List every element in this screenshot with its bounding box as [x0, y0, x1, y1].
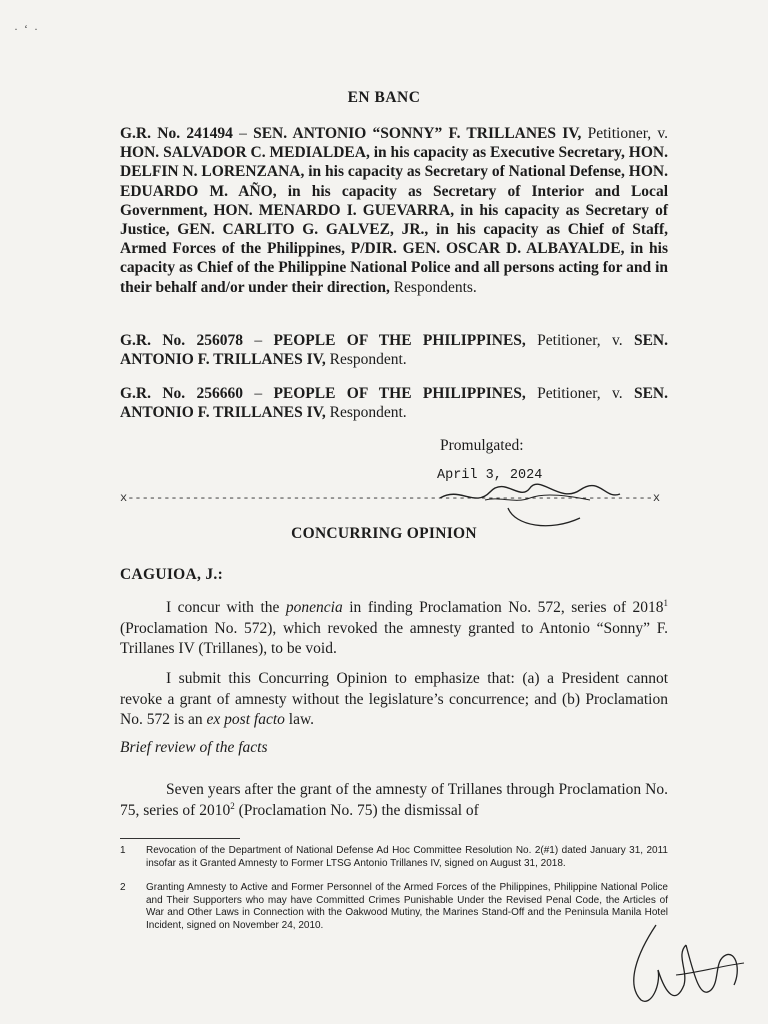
case-caption-3: G.R. No. 256660 – PEOPLE OF THE PHILIPPINES, Petitioner, v. SEN. ANTONIO F. TRILLANES IV, Respondent. — [120, 385, 668, 422]
italic-term: ex post facto — [206, 711, 285, 728]
footnote-text: Granting Amnesty to Active and Former Personnel of the Armed Forces of the Philippines, Philippine National Police and Their Supporters who may have Committed Crimes Punishable Under the Revised Penal Code, the Articles of War and Other Laws in Connection with the Oakwood Mutiny, the Marines Stand-Off and the Peninsula Manila Hotel Incident, signed on November 24, 2010. — [146, 882, 668, 931]
initials-signature — [616, 915, 756, 1015]
footnote-number: 2 — [120, 882, 126, 893]
respondent-name: SEN. ANTONIO F. TRILLANES IV, — [120, 332, 668, 369]
footnote-ref-2: 2 — [230, 800, 235, 811]
footnote-ref-1: 1 — [663, 597, 669, 608]
case-number: G.R. No. 256660 — [120, 385, 243, 402]
footnote-rule — [120, 838, 240, 839]
respondents-names: HON. SALVADOR C. MEDIALDEA, in his capacity as Executive Secretary, HON. DELFIN N. LORENZANA, in his capacity as Secretary of National Defense, HON. EDUARDO M. AÑO, in his capacity as Secretary of Interior and Local Government, HON. MENARDO I. GUEVARRA, in his capacity as Secretary of Justice, GEN. CARLITO G. GALVEZ, JR., in his capacity as Chief of Staff, Armed Forces of the Philippines, P/DIR. GEN. OSCAR D. ALBAYALDE, in his capacity as Chief of the Philippine National Police and all persons acting for and in their behalf and/or under their direction, — [120, 144, 668, 296]
section-subheading: Brief review of the facts — [120, 739, 268, 756]
petitioner-label: Petitioner, v. — [537, 332, 623, 349]
text-run: in finding Proclamation No. 572, series of 2018 — [342, 599, 664, 616]
respondent-name: SEN. ANTONIO F. TRILLANES IV, — [120, 385, 668, 422]
text-run: Seven years after the grant of the amnesty of Trillanes through Proclamation No. 75, series of 2010 — [120, 781, 668, 819]
text-run: (Proclamation No. 572), which revoked the amnesty granted to Antonio “Sonny” F. Trillanes IV (Trillanes), to be void. — [120, 619, 668, 657]
paragraph-1 — [120, 598, 668, 660]
scan-specks: ·‘· — [14, 22, 44, 36]
petitioner-name: SEN. ANTONIO “SONNY” F. TRILLANES IV, — [253, 125, 582, 142]
text-run: law. — [284, 711, 315, 728]
petitioner-label: Petitioner, v. — [537, 385, 623, 402]
respondent-label: Respondent. — [329, 404, 407, 422]
paragraph-2 — [120, 669, 668, 731]
respondent-label: Respondent. — [329, 351, 407, 369]
text-run: I concur with the — [166, 599, 286, 616]
opinion-title: CONCURRING OPINION — [291, 525, 477, 542]
case-number: G.R. No. 256078 — [120, 332, 243, 349]
petitioner-label: Petitioner, v. — [587, 125, 669, 142]
text-run: I submit this Concurring Opinion to emphasize that: (a) a President cannot revoke a grant of amnesty without the legislature’s concurrence; and (b) Proclamation No. 572 is an — [120, 670, 668, 728]
paragraph-3 — [120, 780, 668, 821]
text-run: (Proclamation No. 75) the dismissal of — [234, 801, 479, 819]
court-division-heading: EN BANC — [347, 89, 421, 106]
promulgated-label: Promulgated: — [440, 437, 524, 454]
footnote-number: 1 — [120, 845, 126, 856]
petitioner-name: PEOPLE OF THE PHILIPPINES, — [273, 332, 526, 349]
italic-term: ponencia — [285, 599, 343, 616]
respondents-label: Respondents. — [393, 278, 477, 296]
petitioner-name: PEOPLE OF THE PHILIPPINES, — [273, 385, 526, 402]
opinion-author: CAGUIOA, J.: — [120, 566, 224, 583]
case-caption-1: G.R. No. 241494 – SEN. ANTONIO “SONNY” F. TRILLANES IV, Petitioner, v. HON. SALVADOR C. MEDIALDEA, in his capacity as Executive Secretary, HON. DELFIN N. LORENZANA, in his capacity as Secretary of National Defense, HON. EDUARDO M. AÑO, in his capacity as Secretary of Interior and Local Government, HON. MENARDO I. GUEVARRA, in his capacity as Secretary of Justice, GEN. CARLITO G. GALVEZ, JR., in his capacity as Chief of Staff, Armed Forces of the Philippines, P/DIR. GEN. OSCAR D. ALBAYALDE, in his capacity as Chief of the Philippine National Police and all persons acting for and in their behalf and/or under their direction, Respondents. — [120, 125, 669, 296]
case-caption-2: G.R. No. 256078 – PEOPLE OF THE PHILIPPINES, Petitioner, v. SEN. ANTONIO F. TRILLANES IV, Respondent. — [120, 332, 668, 369]
case-number: G.R. No. 241494 — [120, 125, 233, 142]
footnote-text: Revocation of the Department of National Defense Ad Hoc Committee Resolution No. 2(#1) dated January 31, 2011 insofar as it Granted Amnesty to Former LTSG Antonio Trillanes IV, signed on August 31, 2018. — [146, 845, 668, 869]
promulgation-date: April 3, 2024 — [437, 468, 543, 483]
promulgation-separator: x-------------------------------------------------------------------------x — [120, 491, 661, 505]
